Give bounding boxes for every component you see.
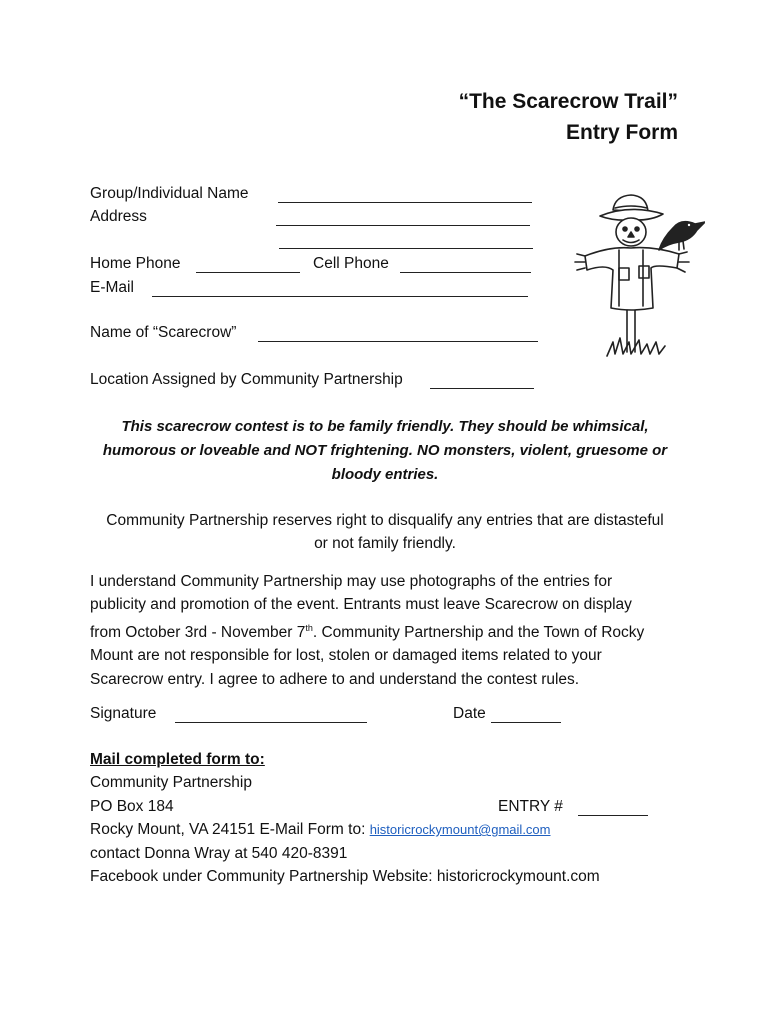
notice-line: This scarecrow contest is to be family friendly. They should be whimsical, (121, 418, 649, 435)
family-friendly-notice (0, 415, 770, 487)
signature-field[interactable] (175, 707, 367, 723)
entry-number-label: ENTRY # (498, 798, 563, 815)
form-title-line2: Entry Form (565, 121, 678, 144)
agreement-paragraph (90, 570, 710, 691)
mail-po-box: PO Box 184 (90, 798, 174, 815)
signature-label: Signature (90, 705, 157, 722)
scarecrow-illustration (555, 188, 705, 363)
agreement-line: publicity and promotion of the event. Entrants must leave Scarecrow on display (90, 596, 632, 614)
agreement-line: Scarecrow entry. I agree to adhere to and understand the contest rules. (90, 670, 580, 688)
home-phone-label: Home Phone (90, 255, 181, 272)
address-field-line2[interactable] (279, 233, 533, 249)
notice-line: bloody entries. (331, 466, 439, 483)
email-link[interactable]: historicrockymount@gmail.com (369, 822, 551, 837)
scarecrow-name-field[interactable] (258, 326, 538, 342)
disqualify-line: Community Partnership reserves right to disqualify any entries that are distasteful (106, 512, 664, 529)
notice-line: humorous or loveable and NOT frightening. NO monsters, violent, gruesome or (102, 442, 668, 459)
location-label: Location Assigned by Community Partnership (90, 371, 403, 388)
disqualify-line: or not family friendly. (314, 535, 456, 553)
entry-number-field[interactable] (578, 800, 648, 816)
email-field[interactable] (152, 281, 528, 297)
mail-facebook-website: Facebook under Community Partnership Website: historicrockymount.com (90, 868, 600, 885)
date-label: Date (453, 705, 486, 722)
address-field-line1[interactable] (276, 210, 530, 226)
group-name-field[interactable] (278, 187, 532, 203)
mail-city: Rocky Mount, VA 24151 E-Mail Form to: (90, 821, 366, 838)
disqualify-notice (0, 509, 770, 556)
email-label: E-Mail (90, 279, 134, 296)
group-name-label: Group/Individual Name (90, 185, 249, 202)
date-field[interactable] (491, 707, 561, 723)
cell-phone-field[interactable] (400, 257, 531, 273)
mail-org: Community Partnership (90, 774, 252, 791)
form-title-line1: “The Scarecrow Trail” (458, 90, 678, 113)
location-field[interactable] (430, 373, 534, 389)
mail-city-line (90, 820, 551, 840)
scarecrow-name-label: Name of “Scarecrow” (90, 324, 237, 341)
cell-phone-label: Cell Phone (313, 255, 389, 272)
address-label: Address (90, 208, 147, 225)
agreement-line: Mount are not responsible for lost, stolen or damaged items related to your (90, 647, 602, 665)
home-phone-field[interactable] (196, 257, 300, 273)
agreement-line: from October 3rd - November 7th. Community Partnership and the Town of Rocky (90, 622, 645, 641)
agreement-line: I understand Community Partnership may use photographs of the entries for (90, 573, 613, 590)
mail-heading: Mail completed form to: (90, 751, 265, 768)
mail-contact: contact Donna Wray at 540 420-8391 (90, 845, 348, 862)
